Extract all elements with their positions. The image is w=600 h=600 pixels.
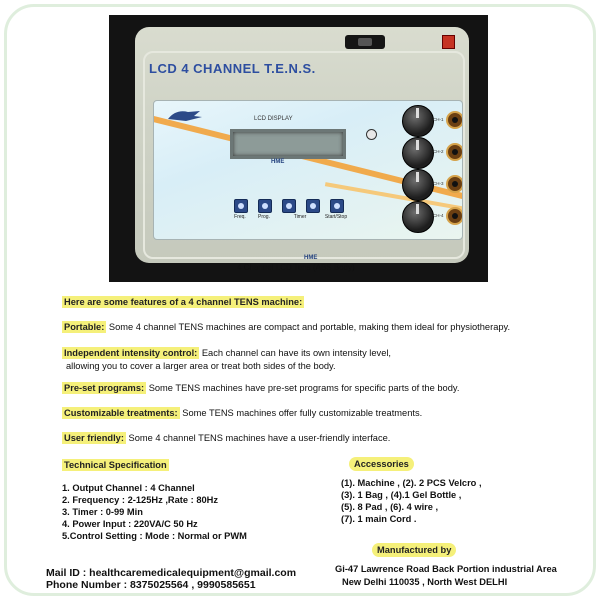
freq-button [234,199,248,213]
feature-customizable: Customizable treatments: Some TENS machines offer fully customizable treatments. [64,408,423,418]
address-line-1: Gi-47 Lawrence Road Back Portion industrial Area [335,564,557,574]
ch-label-4: CH-4 [433,213,444,218]
contact-phone: Phone Number : 8375025564 , 9990585651 [46,579,256,591]
channel-knob-4 [402,201,434,233]
start-stop-button [330,199,344,213]
channel-knob-3 [402,169,434,201]
product-caption: 4 Channel LCD Tens (ABS Body) [237,263,355,272]
product-photo [109,15,488,282]
lcd-label: LCD DISPLAY [254,116,293,122]
power-socket [345,35,385,49]
accessory-line: (5). 8 Pad , (6). 4 wire , [341,502,439,512]
btn-label-start-stop: Start/Stop [324,214,348,220]
power-switch [442,35,455,49]
ch-label-3: CH-3 [433,181,444,186]
spec-line: 1. Output Channel : 4 Channel [62,483,195,493]
control-panel [153,100,463,240]
accessory-line: (3). 1 Bag , (4).1 Gel Bottle , [341,490,462,500]
features-heading: Here are some features of a 4 channel TENS machine: [64,297,303,307]
channel-knob-2 [402,137,434,169]
spec-line: 3. Timer : 0-99 Min [62,507,143,517]
timer-plus-button [306,199,320,213]
btn-label-prog: Prog. [258,214,270,220]
panel-brand: HME [271,159,285,165]
channel-jack-4 [446,207,463,225]
lcd-screen [230,129,346,159]
channel-knob-1 [402,105,434,137]
feature-user-friendly: User friendly: Some 4 channel TENS machines have a user-friendly interface. [64,433,391,443]
address-line-2: New Delhi 110035 , North West DELHI [342,577,508,587]
btn-label-freq: Freq. [234,214,246,220]
caption-brand: HME [304,255,318,261]
feature-intensity: Independent intensity control: Each channel can have its own intensity level, [64,348,392,358]
spec-line: 2. Frequency : 2-125Hz ,Rate : 80Hz [62,495,219,505]
btn-label-timer: Timer [293,214,307,220]
timer-minus-button [282,199,296,213]
spec-line: 4. Power Input : 220VA/C 50 Hz [62,519,198,529]
contact-email: Mail ID : healthcaremedicalequipment@gmail.com [46,567,297,579]
accessories-heading: Accessories [349,457,414,471]
channel-jack-1 [446,111,463,129]
channel-jack-3 [446,175,463,193]
feature-presets: Pre-set programs: Some TENS machines have pre-set programs for specific parts of the body. [64,383,460,393]
ch-label-1: CH-1 [433,117,444,122]
small-knob [366,129,377,140]
feature-intensity-cont: allowing you to cover a larger area or treat both sides of the body. [66,361,336,371]
tech-spec-heading: Technical Specification [64,460,167,470]
brand-logo-icon [166,107,204,125]
manufactured-by-heading: Manufactured by [372,543,456,557]
ch-label-2: CH-2 [433,149,444,154]
feature-portable: Portable: Some 4 channel TENS machines are compact and portable, making them ideal for physiotherapy. [64,322,511,332]
spec-line: 5.Control Setting : Mode : Normal or PWM [62,531,247,541]
accessory-line: (7). 1 main Cord . [341,514,417,524]
device-title: LCD 4 CHANNEL T.E.N.S. [149,61,316,76]
prog-button [258,199,272,213]
accessory-line: (1). Machine , (2). 2 PCS Velcro , [341,478,482,488]
channel-jack-2 [446,143,463,161]
tens-device [135,27,469,263]
